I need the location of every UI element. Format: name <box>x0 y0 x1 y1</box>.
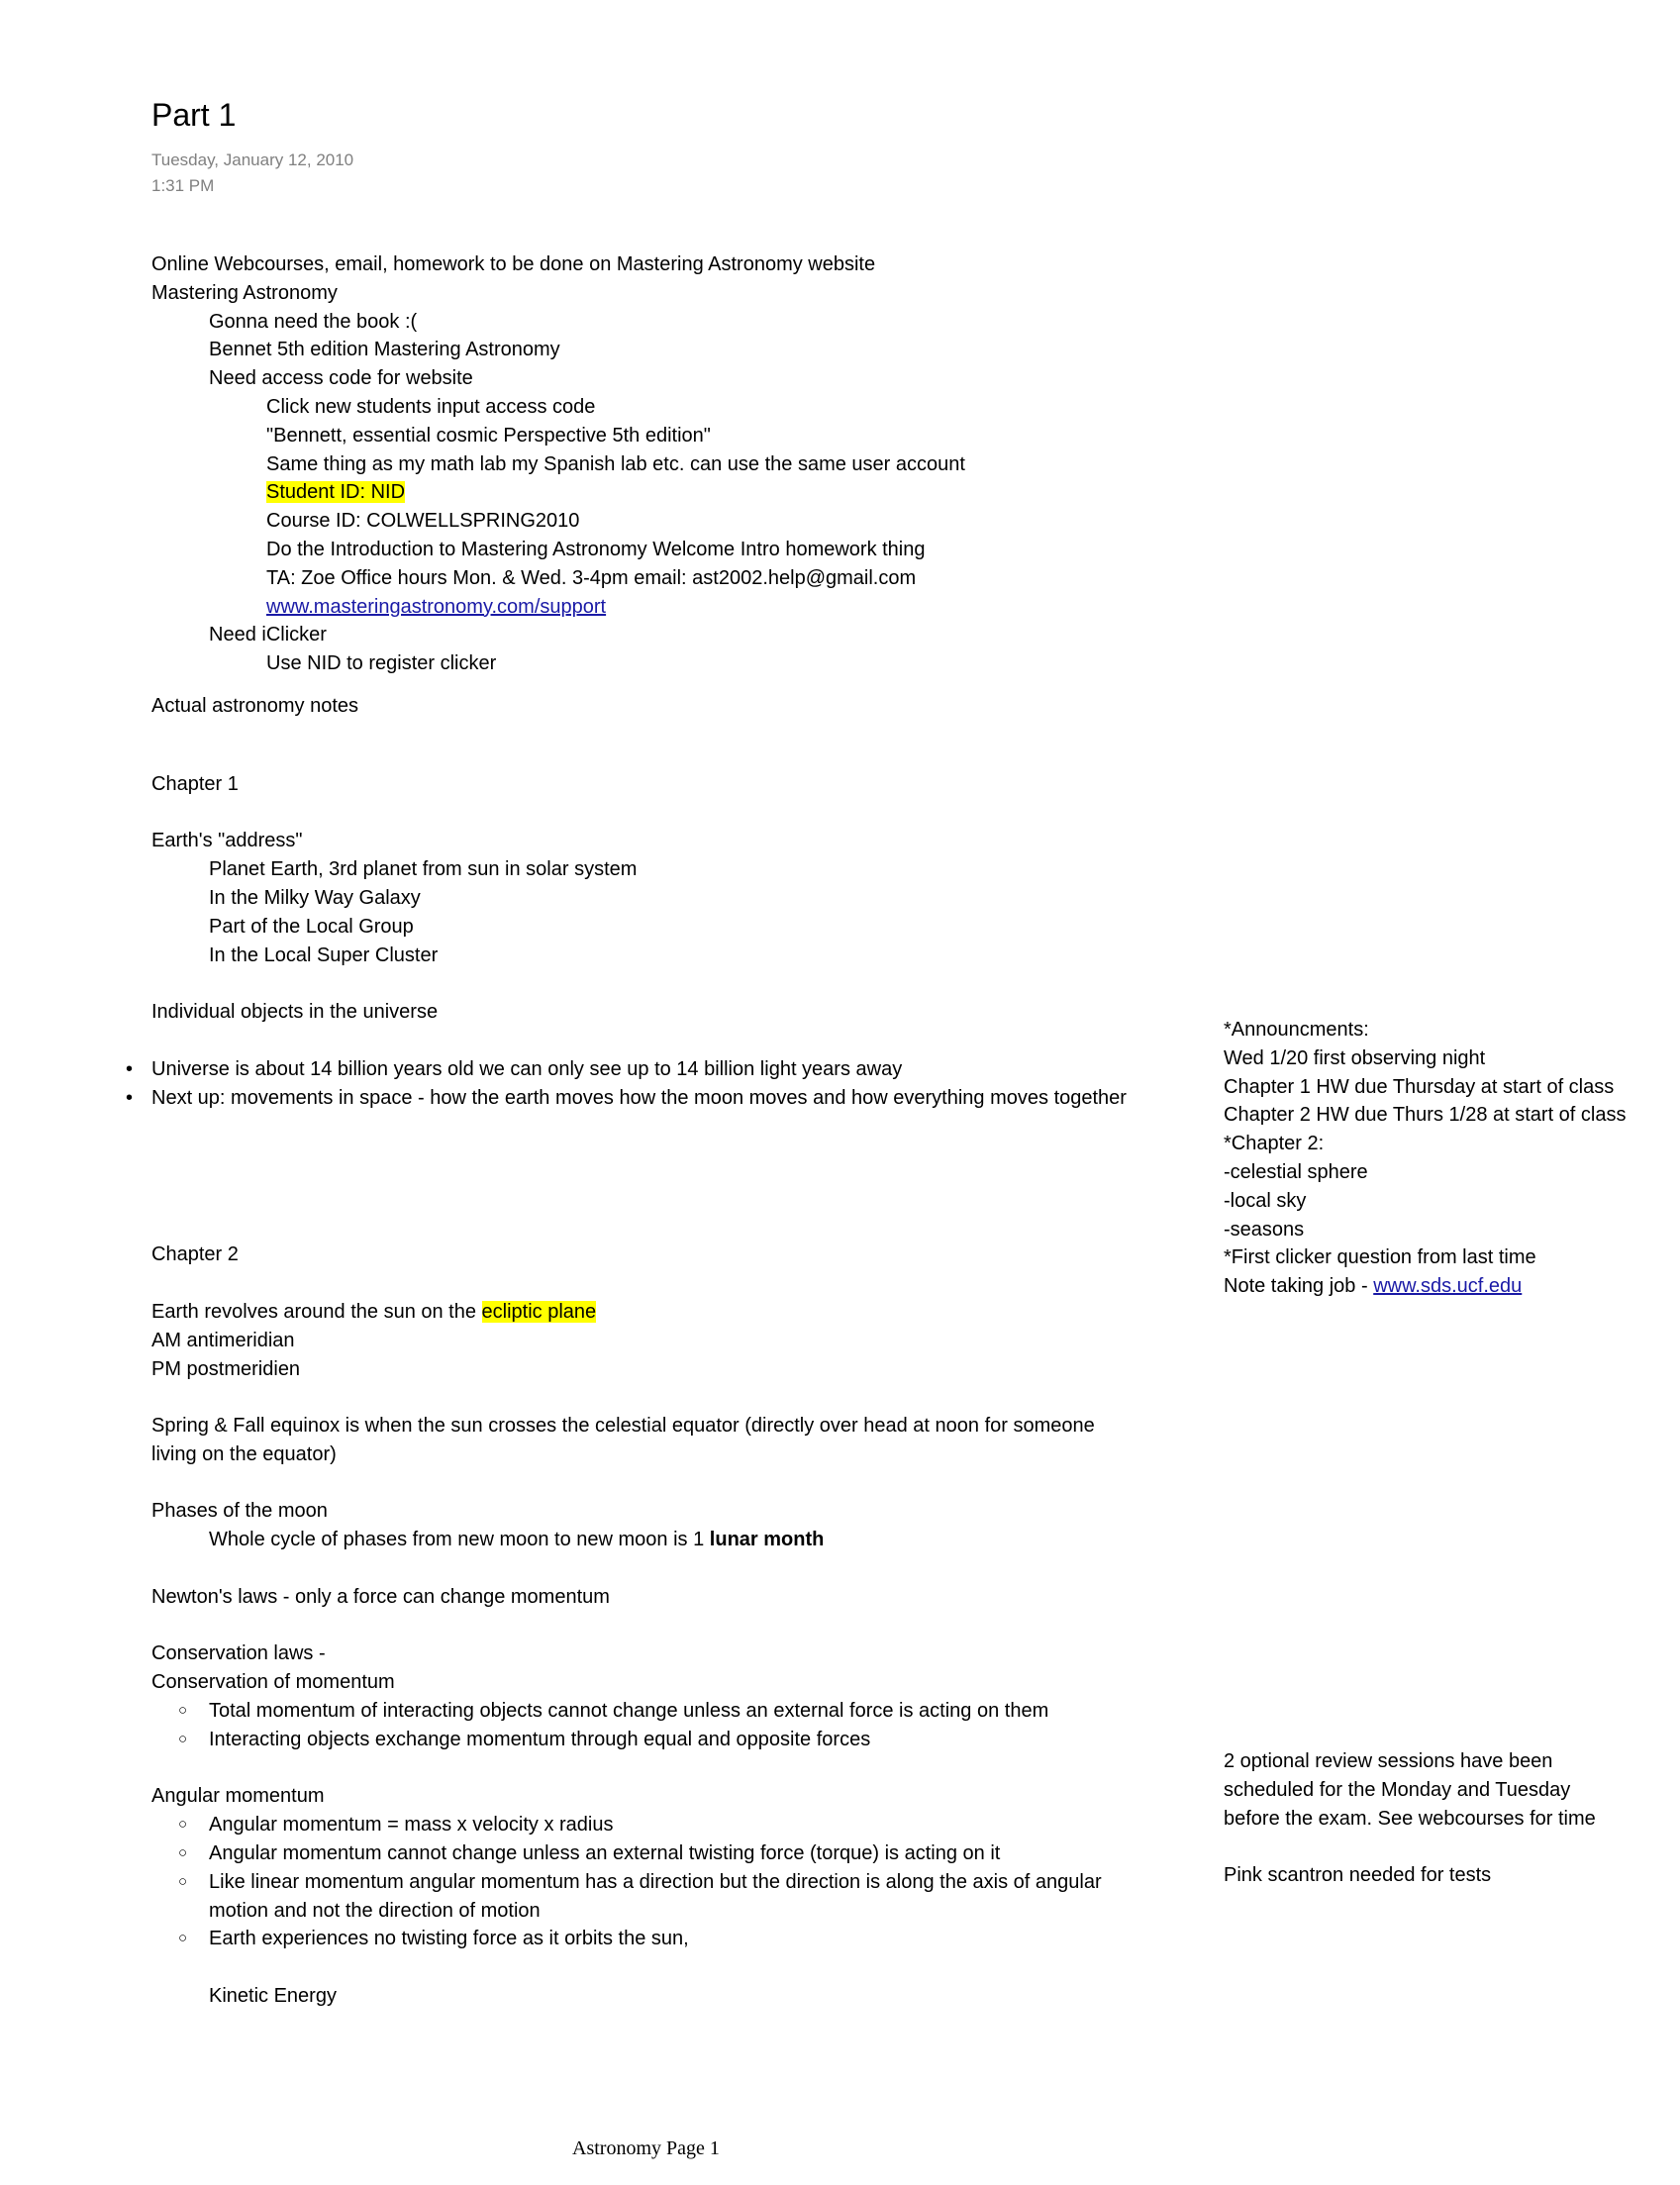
page-footer: Astronomy Page 1 <box>572 2137 720 2159</box>
intro-line: Mastering Astronomy <box>151 281 338 304</box>
list-item: • Universe is about 14 billion years old we can only see up to 14 billion light years away <box>151 1055 1141 1084</box>
announcement-line: -seasons <box>1224 1218 1305 1241</box>
review-text: 2 optional review sessions have been scheduled for the Monday and Tuesday before the exam. See webcourses for time <box>1224 1750 1596 1830</box>
list-item: • Next up: movements in space - how the earth moves how the moon moves and how everything moves together <box>151 1084 1132 1113</box>
ecliptic-line <box>151 1298 1141 1327</box>
intro-line: TA: Zoe Office hours Mon. & Wed. 3-4pm email: ast2002.help@gmail.com <box>266 566 917 589</box>
note-line: Kinetic Energy <box>209 1985 337 2008</box>
list-item: ○ Total momentum of interacting objects cannot change unless an external force is acting on them <box>151 1697 1141 1726</box>
conservation-heading: Conservation laws - <box>151 1642 326 1665</box>
highlight: ecliptic plane <box>481 1300 597 1323</box>
list-item: ○ Angular momentum = mass x velocity x radius <box>151 1811 1141 1839</box>
announcements-panel <box>1224 1016 1679 1301</box>
intro-line: Same thing as my math lab my Spanish lab etc. can use the same user account <box>266 452 965 475</box>
announcement-line: *Chapter 2: <box>1224 1133 1325 1155</box>
announcement-line: -local sky <box>1224 1189 1307 1212</box>
intro-line: Do the Introduction to Mastering Astronomy Welcome Intro homework thing <box>266 538 926 560</box>
phases-heading: Phases of the moon <box>151 1500 328 1523</box>
announcement-line: Chapter 2 HW due Thurs 1/28 at start of class <box>1224 1104 1627 1127</box>
announcement-line: -celestial sphere <box>1224 1160 1368 1183</box>
chapter-heading: Chapter 1 <box>151 772 239 795</box>
intro-line: Use NID to register clicker <box>266 652 497 675</box>
note-taking-line <box>1224 1272 1679 1301</box>
announcement-line: Chapter 1 HW due Thursday at start of class <box>1224 1075 1615 1098</box>
intro-line: Click new students input access code <box>266 395 596 418</box>
note-line: PM postmeridien <box>151 1357 301 1380</box>
phases-text: Whole cycle of phases from new moon to new moon is 1 <box>209 1529 710 1551</box>
list-item: ○ Interacting objects exchange momentum through equal and opposite forces <box>151 1726 1141 1754</box>
intro-line: Online Webcourses, email, homework to be done on Mastering Astronomy website <box>151 253 876 275</box>
intro-line: Need access code for website <box>209 367 473 390</box>
phases-line <box>151 1526 1141 1554</box>
highlight: Student ID: NID <box>266 481 406 504</box>
angular-heading: Angular momentum <box>151 1785 325 1808</box>
support-link-line <box>151 593 1141 622</box>
note-line: AM antimeridian <box>151 1329 295 1351</box>
note-time: 1:31 PM <box>151 176 215 195</box>
support-link[interactable]: www.masteringastronomy.com/support <box>266 595 607 618</box>
intro-line: "Bennett, essential cosmic Perspective 5th edition" <box>266 424 711 447</box>
section-label: Actual astronomy notes <box>151 694 358 717</box>
equinox-paragraph: Spring & Fall equinox is when the sun crosses the celestial equator (directly over head at noon for someone living on the equator) <box>151 1415 1095 1465</box>
intro-line: Course ID: COLWELLSPRING2010 <box>266 510 580 533</box>
student-id-line <box>151 478 1141 507</box>
note-line: Newton's laws - only a force can change momentum <box>151 1585 610 1608</box>
intro-line: Gonna need the book :( <box>209 310 418 333</box>
momentum-heading: Conservation of momentum <box>151 1671 395 1694</box>
note-body <box>151 250 1141 2011</box>
angular-list <box>151 1811 1141 1953</box>
scantron-text: Pink scantron needed for tests <box>1224 1864 1492 1887</box>
address-item: Part of the Local Group <box>209 915 414 938</box>
announcement-line: *Announcments: <box>1224 1019 1369 1041</box>
list-item: ○ Like linear momentum angular momentum has a direction but the direction is along the axis of angular motion and not the direction of motion <box>151 1868 1130 1926</box>
page-title: Part 1 <box>151 97 237 133</box>
bold-term: lunar month <box>709 1529 825 1551</box>
address-item: Planet Earth, 3rd planet from sun in solar system <box>209 858 638 881</box>
chapter-heading: Chapter 2 <box>151 1243 239 1266</box>
universe-bullets <box>151 1055 1141 1113</box>
momentum-list <box>151 1697 1141 1754</box>
intro-line: Bennet 5th edition Mastering Astronomy <box>209 339 560 361</box>
review-panel <box>1224 1747 1610 1890</box>
note-taking-text: Note taking job - <box>1224 1275 1374 1298</box>
announcement-line: *First clicker question from last time <box>1224 1246 1536 1269</box>
ecliptic-text: Earth revolves around the sun on the <box>151 1300 482 1323</box>
intro-line: Need iClicker <box>209 624 327 646</box>
address-item: In the Milky Way Galaxy <box>209 886 421 909</box>
address-heading: Earth's "address" <box>151 830 303 852</box>
address-item: In the Local Super Cluster <box>209 944 439 966</box>
note-date: Tuesday, January 12, 2010 <box>151 150 354 169</box>
list-item: ○ Earth experiences no twisting force as it orbits the sun, <box>151 1925 1141 1953</box>
announcement-line: Wed 1/20 first observing night <box>1224 1046 1486 1069</box>
sds-link[interactable]: www.sds.ucf.edu <box>1373 1275 1523 1298</box>
objects-heading: Individual objects in the universe <box>151 1001 439 1024</box>
list-item: ○ Angular momentum cannot change unless an external twisting force (torque) is acting on it <box>151 1839 1141 1868</box>
